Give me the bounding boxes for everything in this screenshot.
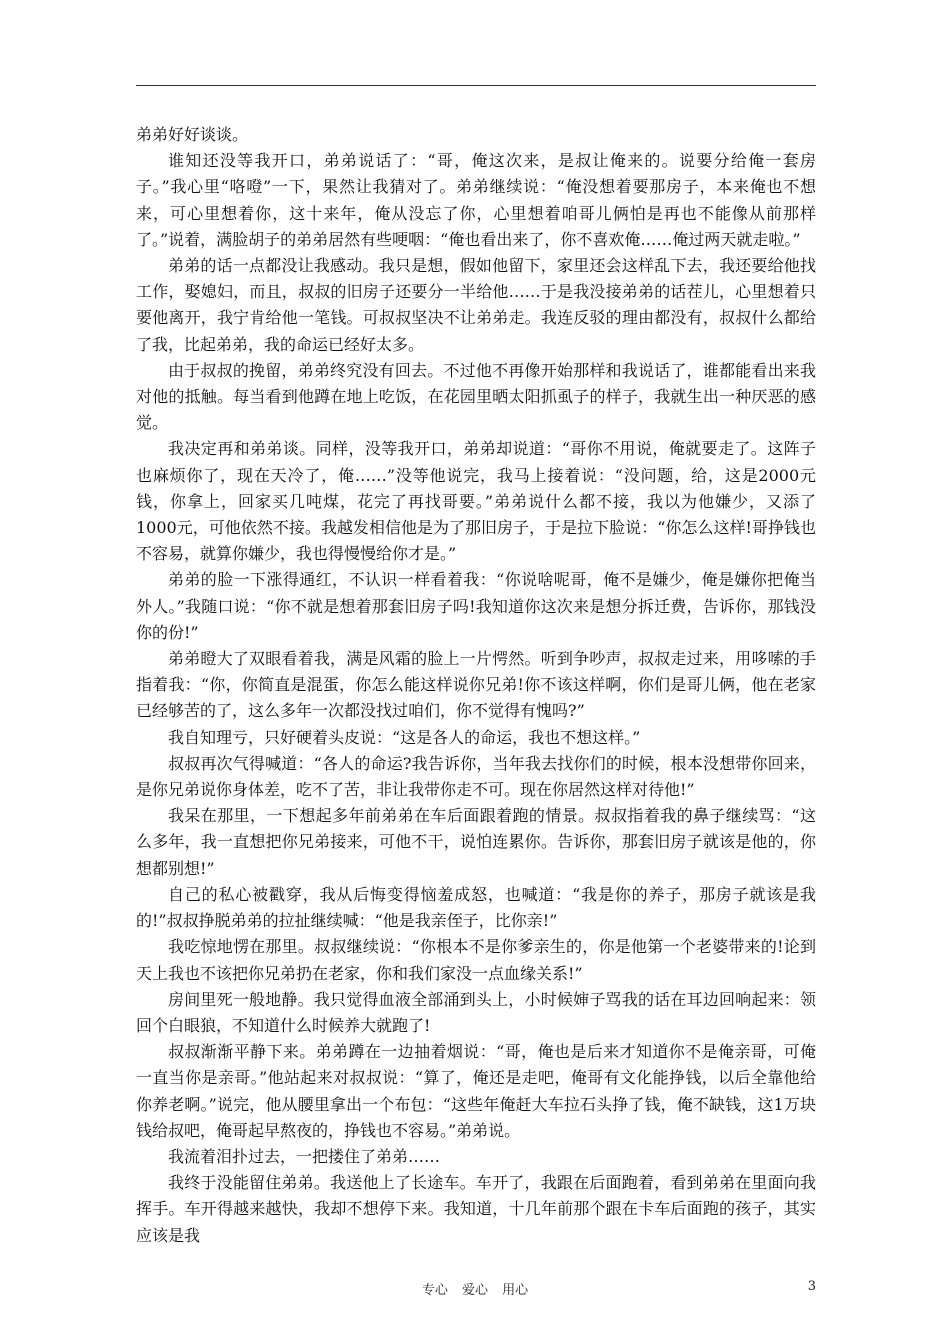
paragraph-6: 弟弟的脸一下涨得通红，不认识一样看着我：“你说啥呢哥，俺不是嫌少，俺是嫌你把俺当外人。”我随口说：“你不就是想着那套旧房子吗!我知道你这次来是想分拆迁费，告诉你，那钱没你的份!”	[136, 570, 816, 642]
paragraph-2: 谁知还没等我开口，弟弟说话了：“哥，俺这次来，是叔让俺来的。说要分给俺一套房子。”我心里“咯噔”一下，果然让我猜对了。弟弟继续说：“俺没想着要那房子，本来俺也不想来，可心里想着你，这十来年，俺从没忘了你，心里想着咱哥儿俩怕是再也不能像从前那样了。”说着，满脸胡子的弟弟居然有些哽咽：“俺也看出来了，你不喜欢俺……俺过两天就走啦。”	[136, 151, 816, 249]
paragraph-7: 弟弟瞪大了双眼看着我，满是风霜的脸上一片愕然。听到争吵声，叔叔走过来，用哆嗦的手指着我：“你，你简直是混蛋，你怎么能这样说你兄弟!你不该这样啊，你们是哥儿俩，他在老家已经够苦的了，这么多年一次都没找过咱们，你不觉得有愧吗?”	[136, 649, 816, 721]
paragraph-4: 由于叔叔的挽留，弟弟终究没有回去。不过他不再像开始那样和我说话了，谁都能看出来我对他的抵触。每当看到他蹲在地上吃饭，在花园里晒太阳抓虱子的样子，我就生出一种厌恶的感觉。	[136, 360, 816, 433]
paragraph-15: 我流着泪扑过去，一把搂住了弟弟……	[168, 1146, 441, 1166]
paragraph-5: 我决定再和弟弟谈。同样，没等我开口，弟弟却说道：“哥你不用说，俺就要走了。这阵子也麻烦你了，现在天冷了，俺……”没等他说完，我马上接着说：“没问题，给，这是2000元钱，你拿上，回家买几吨煤，花完了再找哥要。”弟弟说什么都不接，我以为他嫌少，又添了1000元，可他依然不接。我越发相信他是为了那旧房子，于是拉下脸说：“你怎么这样!哥挣钱也不容易，就算你嫌少，我也得慢慢给你才是。”	[136, 439, 816, 564]
paragraph-10: 我呆在那里，一下想起多年前弟弟在车后面跟着跑的情景。叔叔指着我的鼻子继续骂：“这么多年，我一直想把你兄弟接来，可他不干，说怕连累你。告诉你，那套旧房子就该是他的，你想都别想!”	[136, 806, 816, 878]
paragraph-16: 我终于没能留住弟弟。我送他上了长途车。车开了，我跟在后面跑着，看到弟弟在里面向我挥手。车开得越来越快，我却不想停下来。我知道，十几年前那个跟在卡车后面跑的孩子，其实应该是我	[136, 1173, 816, 1245]
paragraph-1: 弟弟好好谈谈。	[136, 125, 249, 144]
paragraph-11: 自己的私心被戳穿，我从后悔变得恼羞成怒，也喊道：“我是你的养子，那房子就该是我的!”叔叔挣脱弟弟的拉扯继续喊：“他是我亲侄子，比你亲!”	[136, 884, 816, 931]
paragraph-13: 房间里死一般地静。我只觉得血液全部涌到头上，小时候婶子骂我的话在耳边回响起来：领回个白眼狼，不知道什么时候养大就跑了!	[136, 989, 816, 1035]
header-rule	[136, 85, 816, 86]
page-footer	[0, 1279, 950, 1299]
paragraph-3: 弟弟的话一点都没让我感动。我只是想，假如他留下，家里还会这样乱下去，我还要给他找工作，娶媳妇，而且，叔叔的旧房子还要分一半给他……于是我没接弟弟的话茬儿，心里想着只要他离开，我宁肯给他一笔钱。可叔叔坚决不让弟弟走。我连反驳的理由都没有，叔叔什么都给了我，比起弟弟，我的命运已经好太多。	[136, 256, 816, 354]
paragraph-12: 我吃惊地愣在那里。叔叔继续说：“你根本不是你爹亲生的，你是他第一个老婆带来的!论到天上我也不该把你兄弟扔在老家，你和我们家没一点血缘关系!”	[136, 937, 816, 983]
article-body	[136, 122, 816, 1249]
paragraph-8: 我自知理亏，只好硬着头皮说：“这是各人的命运，我也不想这样。”	[168, 727, 641, 747]
footer-motto: 专心 爱心 用心	[421, 1283, 529, 1298]
paragraph-9: 叔叔再次气得喊道：“各人的命运?我告诉你，当年我去找你们的时候，根本没想带你回来，是你兄弟说你身体差，吃不了苦，非让我带你走不可。现在你居然这样对待他!”	[136, 753, 816, 800]
page-number: 3	[807, 1279, 816, 1294]
paragraph-14: 叔叔渐渐平静下来。弟弟蹲在一边抽着烟说：“哥，俺也是后来才知道你不是俺亲哥，可俺一直当你是亲哥。”他站起来对叔叔说：“算了，俺还是走吧，俺哥有文化能挣钱，以后全靠他给你养老啊。”说完，他从腰里拿出一个布包：“这些年俺赶大车拉石头挣了钱，俺不缺钱，这1万块钱给叔吧，俺哥起早熬夜的，挣钱也不容易。”弟弟说。	[136, 1042, 816, 1140]
